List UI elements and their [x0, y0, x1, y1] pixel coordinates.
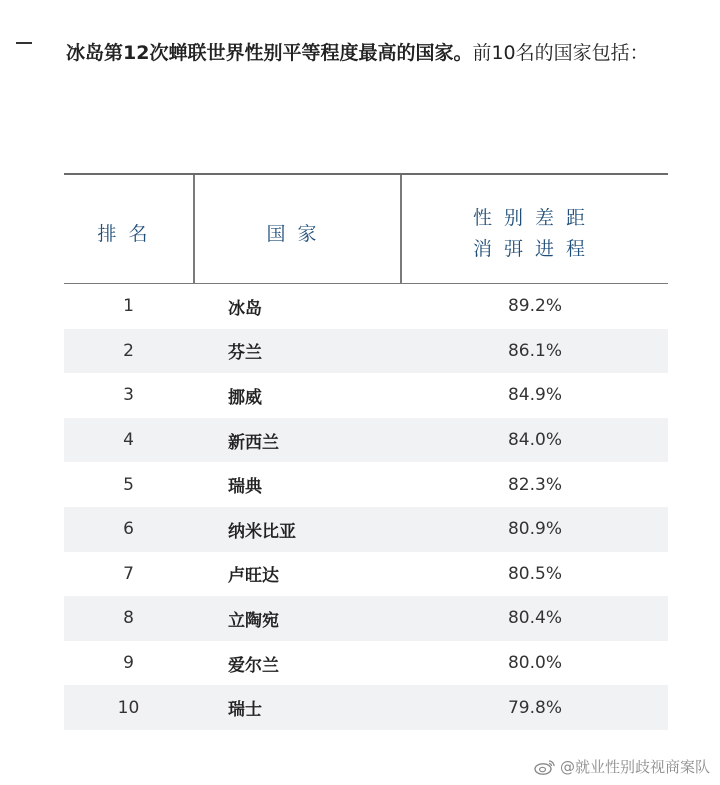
rank-cell: 5: [123, 474, 134, 495]
gap-progress-cell: 89.2%: [507, 296, 562, 317]
intro-normal-text: 前10名的国家包括：: [472, 42, 649, 64]
country-cell: 新西兰: [228, 432, 279, 453]
rank-cell: 1: [123, 296, 134, 317]
table-row: [64, 596, 668, 641]
gap-progress-cell: 80.9%: [507, 519, 562, 540]
rank-cell: 8: [123, 608, 134, 629]
table-row: [64, 418, 668, 463]
table-row: [64, 507, 668, 552]
table-row: [64, 641, 668, 686]
country-cell: 冰岛: [228, 298, 262, 319]
table-header: [64, 173, 668, 284]
country-cell: 挪威: [228, 387, 262, 408]
intro-paragraph: [66, 34, 666, 72]
gap-progress-cell: 84.0%: [507, 430, 562, 451]
rank-cell: 10: [117, 697, 140, 718]
header-gap-line1: 性别差距: [472, 207, 597, 229]
country-cell: 纳米比亚: [228, 521, 296, 542]
table-row: [64, 329, 668, 374]
rank-cell: 4: [123, 430, 134, 451]
gap-progress-cell: 79.8%: [507, 697, 562, 718]
header-gap-line2: 消弭进程: [472, 238, 597, 260]
gap-progress-cell: 80.5%: [507, 563, 562, 584]
bullet-dash: [16, 42, 32, 44]
watermark: [534, 756, 710, 777]
country-cell: 立陶宛: [228, 610, 279, 631]
country-cell: 卢旺达: [228, 566, 279, 587]
rank-cell: 9: [123, 653, 134, 674]
country-cell: 瑞典: [228, 477, 262, 498]
rank-cell: 7: [123, 563, 134, 584]
gap-progress-cell: 86.1%: [507, 340, 562, 361]
country-cell: 瑞士: [228, 700, 262, 721]
gap-progress-cell: 80.0%: [507, 653, 562, 674]
rank-cell: 6: [123, 519, 134, 540]
country-cell: 芬兰: [228, 343, 262, 364]
ranking-table: [64, 173, 668, 730]
gap-progress-cell: 80.4%: [507, 608, 562, 629]
gap-progress-cell: 84.9%: [507, 385, 562, 406]
header-rank: 排名: [97, 223, 160, 245]
table-row: [64, 462, 668, 507]
watermark-text: @就业性别歧视商案队: [559, 758, 710, 776]
table-row: [64, 552, 668, 597]
table-row: [64, 685, 668, 730]
gap-progress-cell: 82.3%: [507, 474, 562, 495]
table-row: [64, 373, 668, 418]
intro-bold-text: 冰岛第12次蝉联世界性别平等程度最高的国家。: [66, 42, 473, 64]
rank-cell: 3: [123, 385, 134, 406]
table-row: [64, 284, 668, 329]
header-gap-progress: [402, 203, 668, 265]
table-body: [64, 284, 668, 730]
country-cell: 爱尔兰: [228, 655, 279, 676]
header-country: 国家: [266, 223, 329, 245]
rank-cell: 2: [123, 340, 134, 361]
weibo-icon: [534, 759, 556, 775]
